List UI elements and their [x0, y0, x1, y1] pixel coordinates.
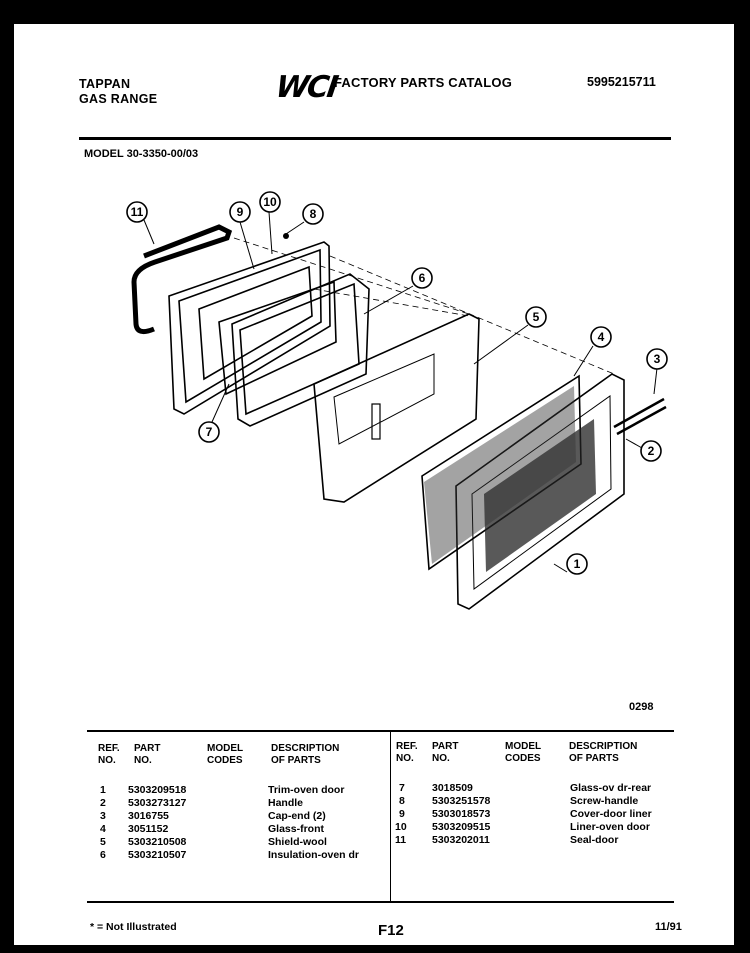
callout-4 [574, 327, 611, 376]
part-desc: Insulation-oven dr [268, 849, 360, 861]
ref-no: 10 [395, 821, 407, 833]
svg-text:3: 3 [653, 352, 661, 366]
svg-text:8: 8 [309, 207, 317, 221]
part-no: 5303202011 [432, 834, 490, 846]
svg-text:11: 11 [130, 205, 144, 219]
part-no: 3018509 [432, 782, 473, 794]
part-desc: Cap-end (2) [268, 810, 326, 822]
part-no: 5303210507 [128, 849, 187, 861]
callout-2 [626, 439, 661, 461]
brand-name: TAPPAN [79, 77, 131, 91]
header-desc-right: DESCRIPTION OF PARTS [569, 741, 638, 764]
svg-text:10: 10 [263, 195, 277, 209]
callout-8 [286, 204, 323, 234]
part-no: 5303209518 [128, 784, 187, 796]
diagram-code: 0298 [629, 701, 654, 713]
glass-hatching [424, 386, 596, 572]
header-part-left: PART NO. [134, 743, 161, 766]
part-no: 5303210508 [128, 836, 187, 848]
svg-text:4: 4 [597, 330, 605, 344]
callout-7 [199, 384, 229, 442]
catalog-number: 5995215711 [587, 75, 656, 89]
product-name: GAS RANGE [79, 92, 158, 106]
ref-no: 5 [100, 836, 106, 848]
header-part-right: PART NO. [432, 741, 459, 764]
part-desc: Glass-ov dr-rear [570, 782, 652, 794]
callout-11 [127, 202, 154, 244]
part-desc: Handle [268, 797, 304, 809]
catalog-page [14, 24, 734, 945]
part-desc: Cover-door liner [570, 808, 652, 820]
header-codes-right: MODEL CODES [505, 741, 542, 764]
header-desc-left: DESCRIPTION OF PARTS [271, 743, 340, 766]
ref-no: 11 [395, 834, 407, 846]
ref-no: 9 [399, 808, 405, 820]
part-desc: Seal-door [570, 834, 619, 846]
part-desc: Liner-oven door [570, 821, 650, 833]
callouts [127, 192, 667, 574]
svg-text:7: 7 [205, 425, 213, 439]
part-desc: Shield-wool [268, 836, 327, 848]
hinge-slot [372, 404, 380, 439]
table-bottom-rule [87, 901, 674, 903]
part-no: 5303018573 [432, 808, 491, 820]
callout-3 [647, 349, 667, 394]
callout-1 [554, 554, 587, 574]
insulation-inner [240, 284, 359, 414]
part-desc: Trim-oven door [268, 784, 345, 796]
svg-text:9: 9 [236, 205, 244, 219]
catalog-date: 11/91 [655, 921, 682, 933]
ref-no: 7 [399, 782, 405, 794]
wci-logo: WCI [273, 70, 339, 105]
svg-text:2: 2 [647, 444, 655, 458]
header-ref-left: REF. NO. [98, 743, 120, 766]
catalog-title: FACTORY PARTS CATALOG [334, 75, 513, 90]
exploded-door-diagram [14, 24, 734, 704]
page-number: F12 [378, 922, 404, 939]
part-desc: Glass-front [268, 823, 325, 835]
part-no: 5303209515 [432, 821, 491, 833]
not-illustrated-note: * = Not Illustrated [90, 921, 177, 933]
table-divider [390, 732, 391, 902]
ref-no: 2 [100, 797, 106, 809]
ref-no: 8 [399, 795, 405, 807]
callout-9 [230, 202, 254, 269]
svg-text:6: 6 [418, 271, 426, 285]
handle-part [614, 399, 666, 434]
part-no: 3016755 [128, 810, 169, 822]
part-no: 5303273127 [128, 797, 187, 809]
svg-text:1: 1 [573, 557, 581, 571]
model-number: MODEL 30-3350-00/03 [84, 148, 199, 160]
ref-no: 4 [100, 823, 106, 835]
header-ref-right: REF. NO. [396, 741, 418, 764]
callout-10 [260, 192, 280, 254]
callout-5 [474, 307, 546, 364]
alignment-lines [234, 238, 614, 374]
ref-no: 3 [100, 810, 106, 822]
ref-no: 1 [100, 784, 106, 796]
table-top-rule [87, 730, 674, 732]
part-no: 3051152 [128, 823, 169, 835]
header-codes-left: MODEL CODES [207, 743, 244, 766]
screw-icon [283, 233, 289, 239]
part-desc: Screw-handle [570, 795, 639, 807]
part-no: 5303251578 [432, 795, 491, 807]
ref-no: 6 [100, 849, 106, 861]
svg-text:5: 5 [532, 310, 540, 324]
